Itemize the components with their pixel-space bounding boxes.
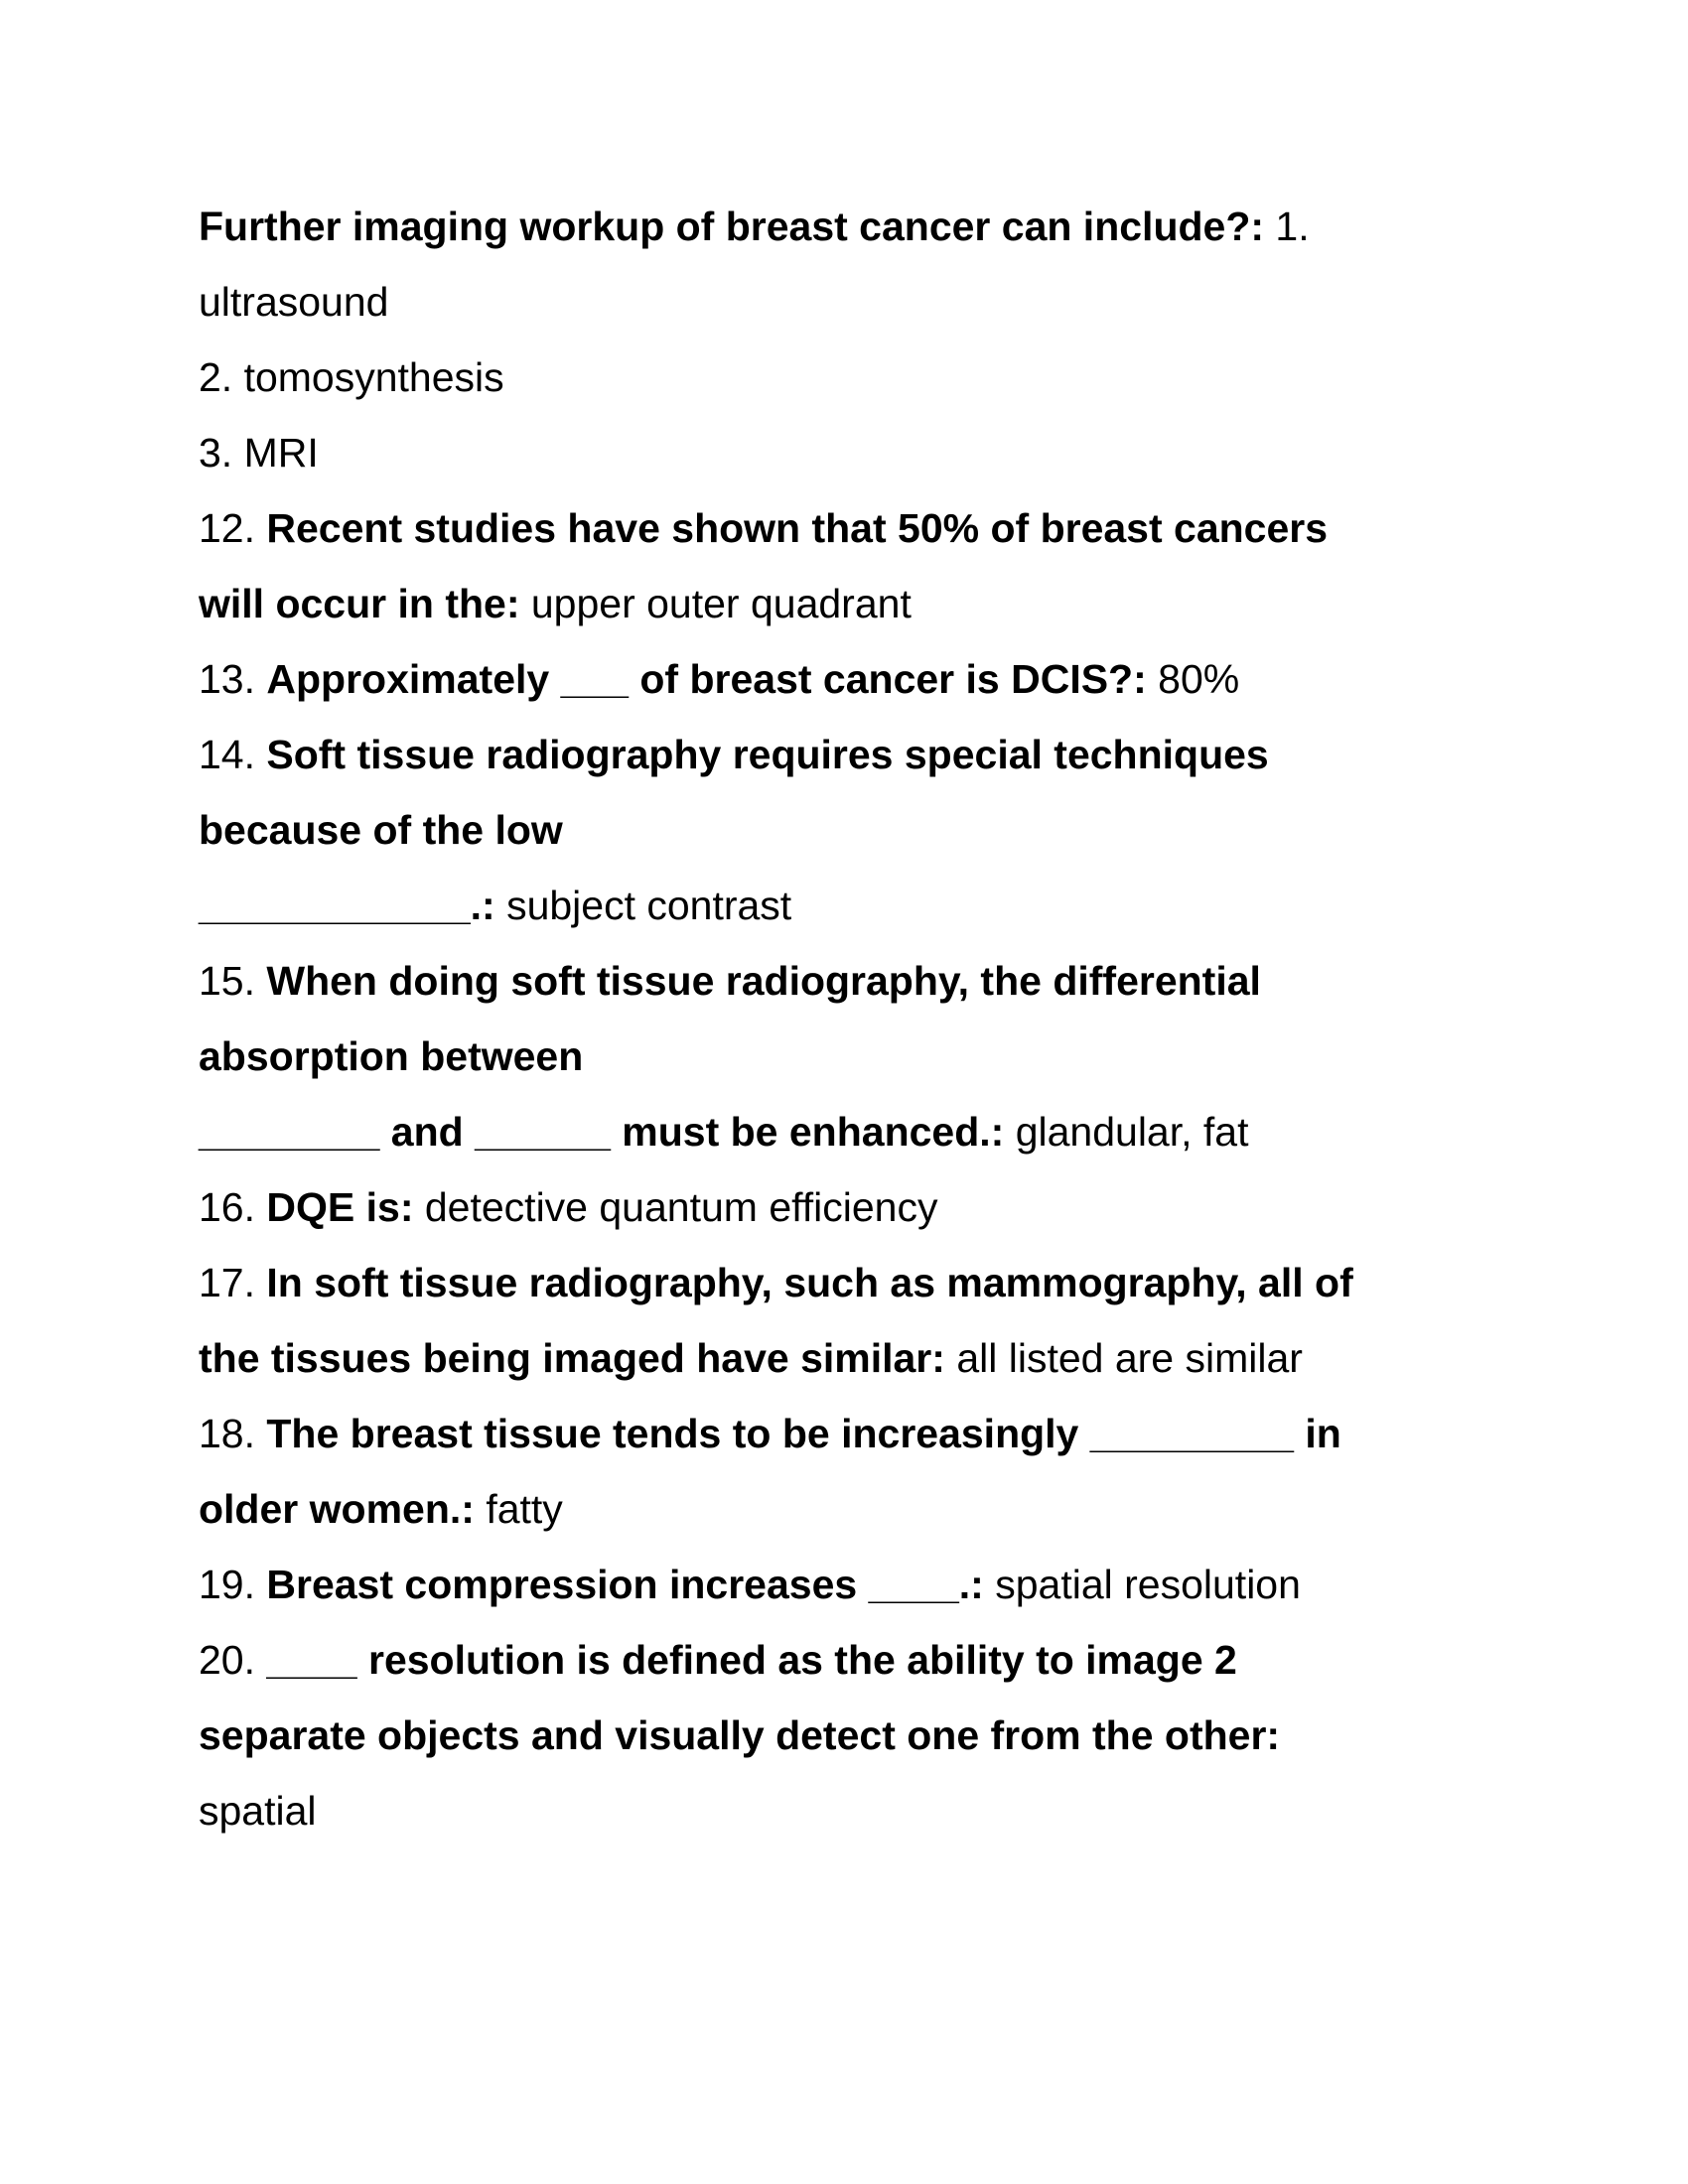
text-line bbox=[199, 868, 1489, 943]
text-line bbox=[199, 189, 1489, 264]
answer-text: 2. tomosynthesis bbox=[199, 354, 504, 400]
question-text: ____ resolution is defined as the ability to image 2 bbox=[266, 1637, 1237, 1683]
question-text: DQE is: bbox=[266, 1184, 414, 1230]
question-text: The breast tissue tends to be increasingly _________ in bbox=[266, 1411, 1341, 1456]
answer-text: glandular, fat bbox=[1004, 1109, 1249, 1155]
answer-text: spatial resolution bbox=[983, 1562, 1301, 1607]
text-line bbox=[199, 340, 1489, 415]
text-line bbox=[199, 943, 1489, 1019]
item-number: 19. bbox=[199, 1562, 267, 1607]
question-text: Breast compression increases ____.: bbox=[266, 1562, 984, 1607]
text-line bbox=[199, 490, 1489, 566]
question-text: Further imaging workup of breast cancer can include?: bbox=[199, 204, 1265, 249]
question-text: separate objects and visually detect one from the other: bbox=[199, 1712, 1281, 1758]
question-text: Approximately ___ of breast cancer is DCIS?: bbox=[266, 656, 1147, 702]
question-text: will occur in the: bbox=[199, 581, 520, 626]
answer-text: subject contrast bbox=[494, 883, 792, 928]
answer-text: upper outer quadrant bbox=[519, 581, 912, 626]
item-number: 12. bbox=[199, 505, 267, 551]
text-line bbox=[199, 1698, 1489, 1773]
item-number: 15. bbox=[199, 958, 267, 1004]
answer-text: all listed are similar bbox=[944, 1335, 1303, 1381]
qa-text-block bbox=[199, 189, 1489, 1848]
text-line bbox=[199, 415, 1489, 490]
answer-text: detective quantum efficiency bbox=[413, 1184, 938, 1230]
text-line bbox=[199, 1019, 1489, 1094]
text-line bbox=[199, 792, 1489, 868]
text-line bbox=[199, 566, 1489, 641]
answer-text: ultrasound bbox=[199, 279, 389, 325]
question-text: ____________.: bbox=[199, 883, 495, 928]
text-line bbox=[199, 641, 1489, 717]
text-line bbox=[199, 1396, 1489, 1471]
answer-text: 80% bbox=[1146, 656, 1240, 702]
text-line bbox=[199, 1320, 1489, 1396]
item-number: 13. bbox=[199, 656, 267, 702]
answer-text: 1. bbox=[1264, 204, 1310, 249]
text-line bbox=[199, 1169, 1489, 1245]
item-number: 20. bbox=[199, 1637, 267, 1683]
text-line bbox=[199, 1094, 1489, 1169]
item-number: 16. bbox=[199, 1184, 267, 1230]
question-text: absorption between bbox=[199, 1033, 584, 1079]
answer-text: spatial bbox=[199, 1788, 317, 1834]
question-text: ________ and ______ must be enhanced.: bbox=[199, 1109, 1005, 1155]
question-text: Recent studies have shown that 50% of breast cancers bbox=[266, 505, 1329, 551]
text-line bbox=[199, 1773, 1489, 1848]
item-number: 17. bbox=[199, 1260, 267, 1305]
question-text: When doing soft tissue radiography, the differential bbox=[266, 958, 1261, 1004]
item-number: 18. bbox=[199, 1411, 267, 1456]
question-text: the tissues being imaged have similar: bbox=[199, 1335, 945, 1381]
text-line bbox=[199, 1547, 1489, 1622]
answer-text: 3. MRI bbox=[199, 430, 319, 476]
text-line bbox=[199, 1622, 1489, 1698]
text-line bbox=[199, 1471, 1489, 1547]
question-text: In soft tissue radiography, such as mammography, all of bbox=[266, 1260, 1353, 1305]
text-line bbox=[199, 264, 1489, 340]
question-text: older women.: bbox=[199, 1486, 475, 1532]
question-text: Soft tissue radiography requires special techniques bbox=[266, 732, 1269, 777]
answer-text: fatty bbox=[474, 1486, 563, 1532]
text-line bbox=[199, 1245, 1489, 1320]
text-line bbox=[199, 717, 1489, 792]
question-text: because of the low bbox=[199, 807, 563, 853]
item-number: 14. bbox=[199, 732, 267, 777]
